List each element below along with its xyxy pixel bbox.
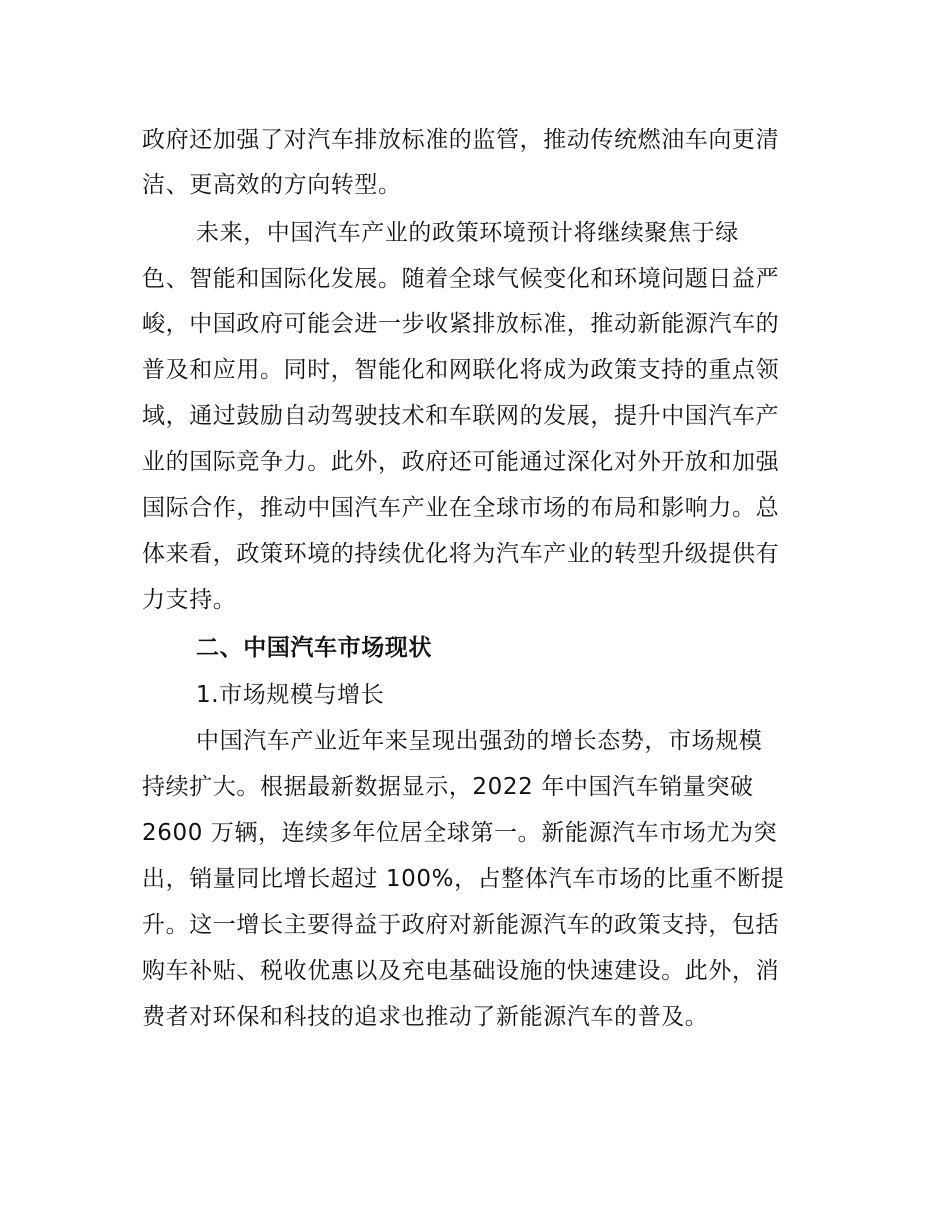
paragraph-first-line: 中国汽车产业近年来呈现出强劲的增长态势，市场规模	[196, 728, 763, 754]
body-text-line: 色、智能和国际化发展。随着全球气候变化和环境问题日益严	[142, 266, 780, 292]
body-text-line: 政府还加强了对汽车排放标准的监管，推动传统燃油车向更清	[142, 127, 780, 153]
section-heading: 二、中国汽车市场现状	[196, 635, 432, 661]
paragraph-first-line: 未来，中国汽车产业的政策环境预计将继续聚焦于绿	[196, 220, 739, 246]
body-text-line: 业的国际竞争力。此外，政府还可能通过深化对外开放和加强	[142, 449, 780, 475]
body-text-line: 购车补贴、税收优惠以及充电基础设施的快速建设。此外，消	[142, 958, 780, 984]
body-text-line: 出，销量同比增长超过 100%，占整体汽车市场的比重不断提	[142, 866, 785, 892]
body-text-line: 体来看，政策环境的持续优化将为汽车产业的转型升级提供有	[142, 541, 780, 567]
body-text-line: 持续扩大。根据最新数据显示，2022 年中国汽车销量突破	[142, 774, 754, 800]
body-text-line: 洁、更高效的方向转型。	[142, 172, 402, 198]
body-text-line: 2600 万辆，连续多年位居全球第一。新能源汽车市场尤为突	[142, 820, 778, 846]
body-text-line: 力支持。	[142, 587, 237, 613]
body-text-line: 国际合作，推动中国汽车产业在全球市场的布局和影响力。总	[142, 495, 780, 521]
subsection-heading: 1.市场规模与增长	[196, 682, 385, 708]
body-text-line: 费者对环保和科技的追求也推动了新能源汽车的普及。	[142, 1004, 709, 1030]
body-text-line: 域，通过鼓励自动驾驶技术和车联网的发展，提升中国汽车产	[142, 403, 780, 429]
body-text-line: 峻，中国政府可能会进一步收紧排放标准，推动新能源汽车的	[142, 311, 780, 337]
body-text-line: 普及和应用。同时，智能化和网联化将成为政策支持的重点领	[142, 357, 780, 383]
body-text-line: 升。这一增长主要得益于政府对新能源汽车的政策支持，包括	[142, 912, 780, 938]
